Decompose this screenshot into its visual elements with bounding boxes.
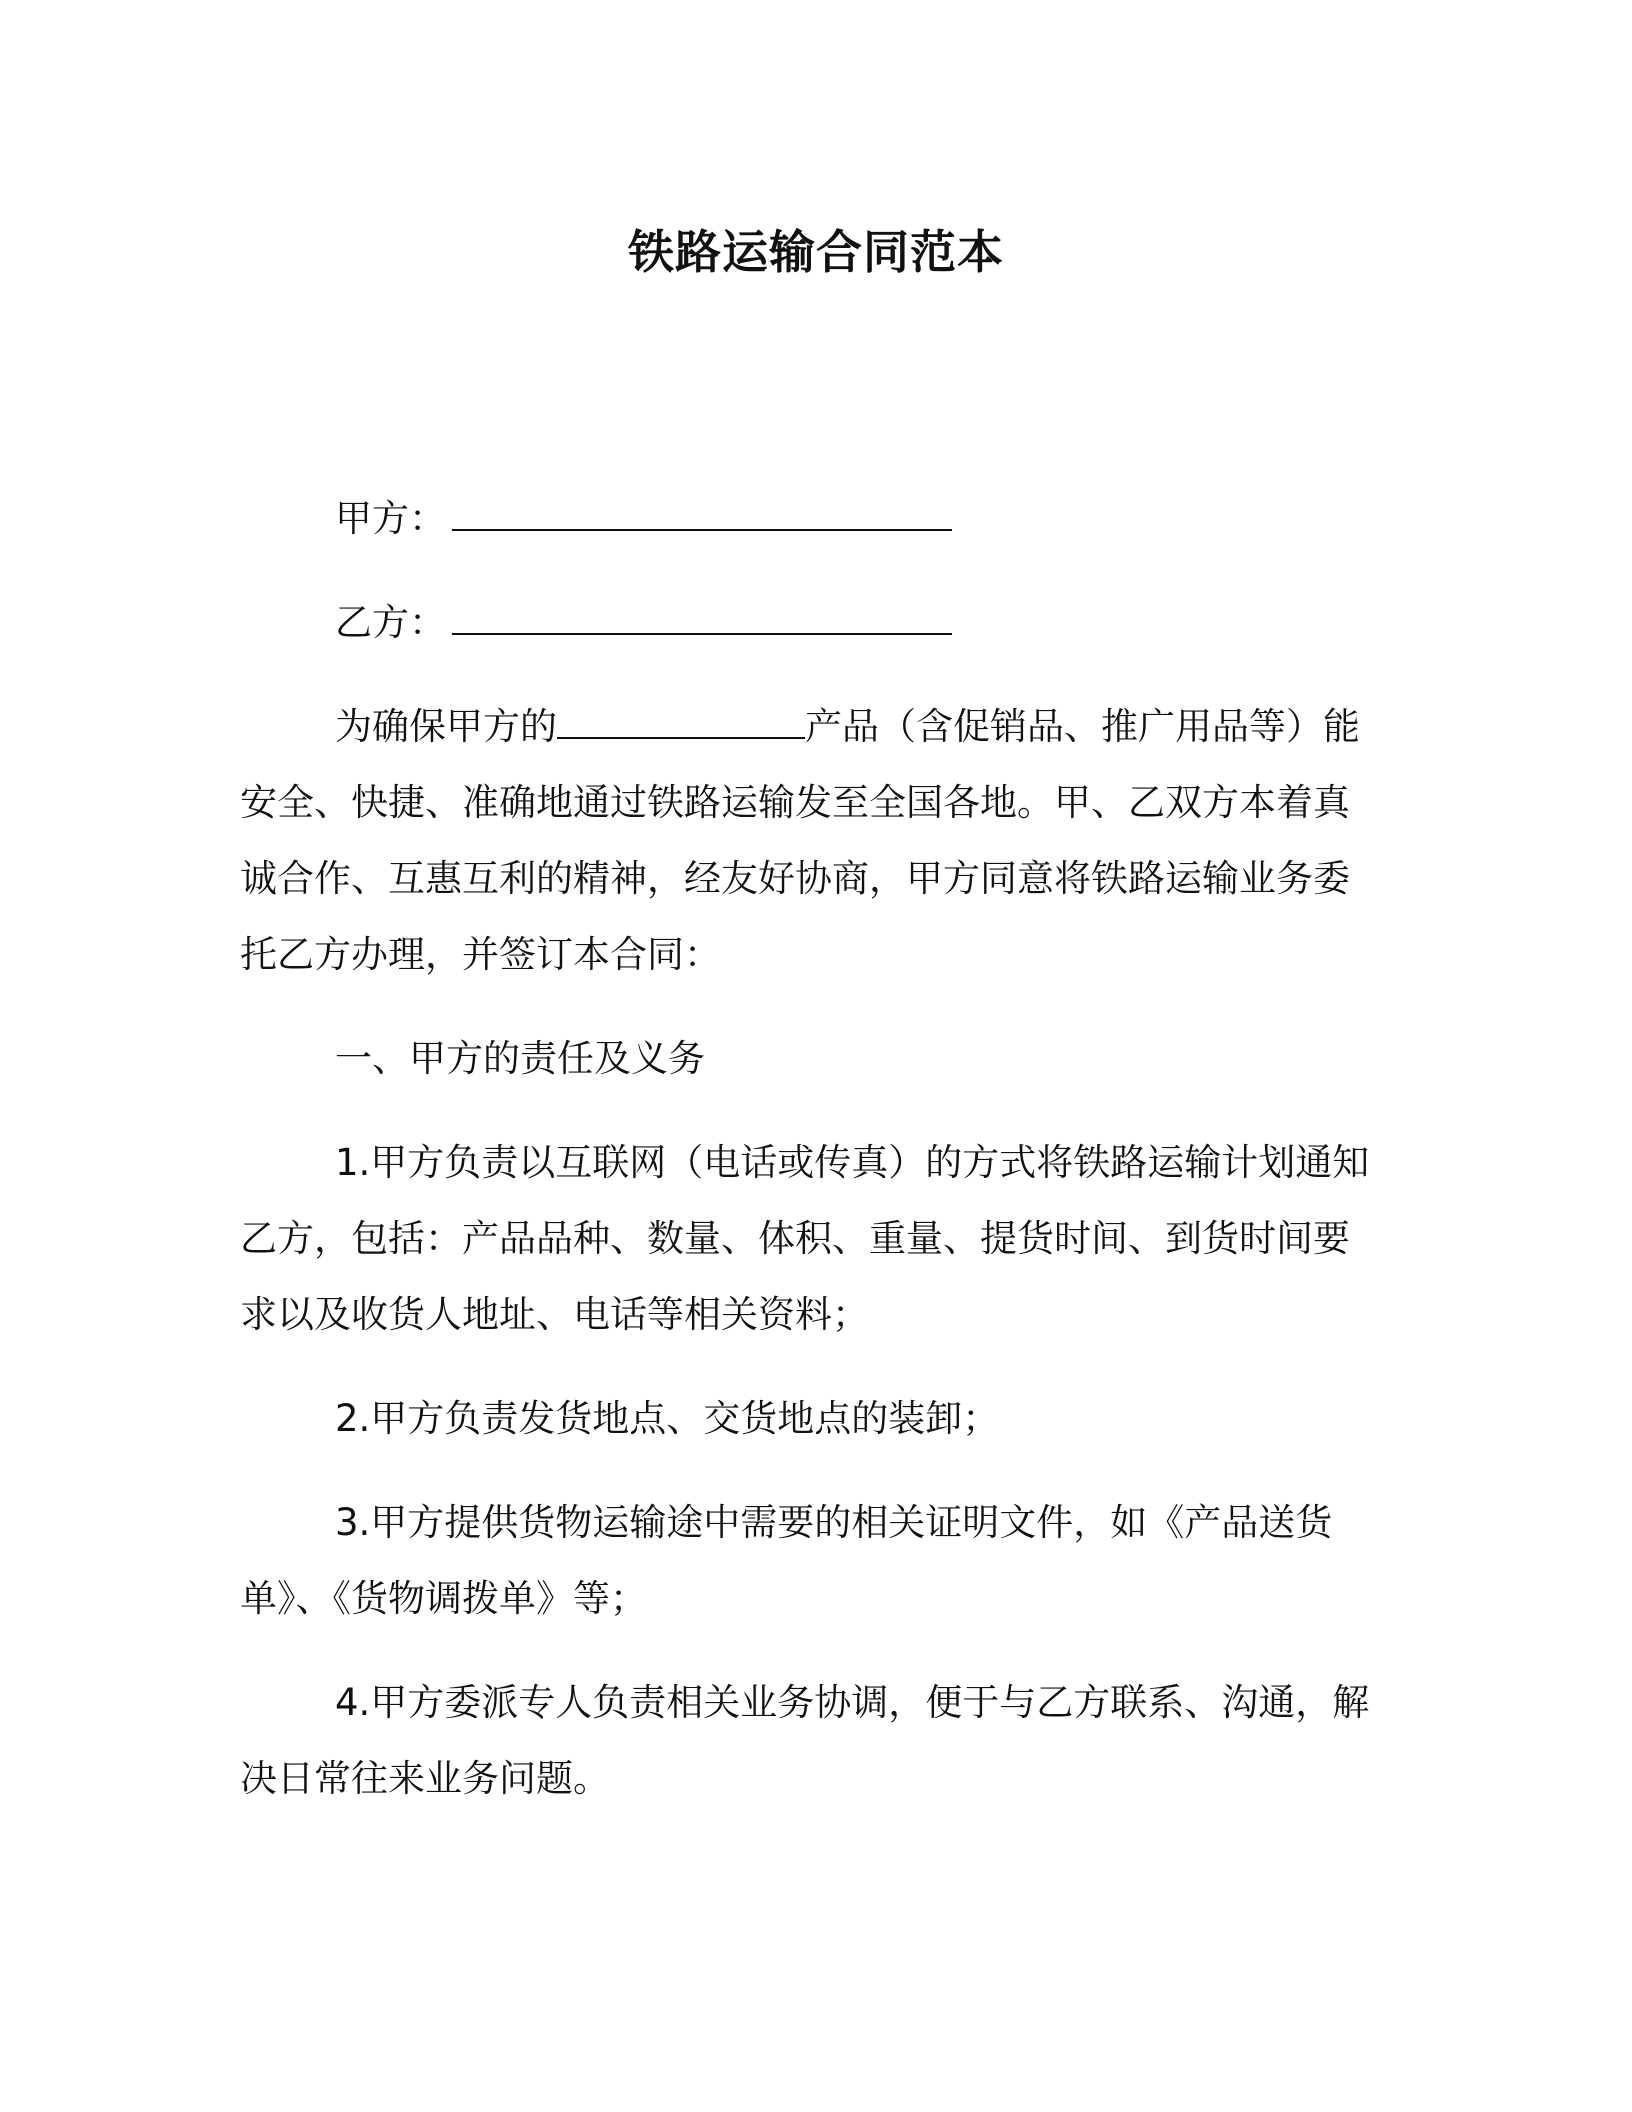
item-1-line-3: 求以及收货人地址、电话等相关资料； <box>240 1293 869 1336</box>
item-4-line-2: 决日常往来业务问题。 <box>240 1757 610 1800</box>
party-a-row <box>335 494 952 544</box>
item-1-line-1: 1.甲方负责以互联网（电话或传真）的方式将铁路运输计划通知 <box>335 1141 1370 1184</box>
party-a-blank <box>452 499 952 531</box>
party-b-blank <box>452 603 952 635</box>
item-3-line-1: 3.甲方提供货物运输途中需要的相关证明文件，如《产品送货 <box>335 1501 1333 1544</box>
party-b-label: 乙方： <box>335 601 446 644</box>
intro-line-1-prefix: 为确保甲方的 <box>335 705 557 748</box>
party-b-row <box>335 598 952 648</box>
party-a-label: 甲方： <box>335 497 446 540</box>
intro-line-1 <box>335 702 1360 752</box>
product-blank <box>557 707 805 739</box>
intro-line-2: 安全、快捷、准确地通过铁路运输发至全国各地。甲、乙双方本着真 <box>240 781 1350 824</box>
intro-line-1-suffix: 产品（含促销品、推广用品等）能 <box>805 705 1360 748</box>
item-2-line-1: 2.甲方负责发货地点、交货地点的装卸； <box>335 1397 1000 1440</box>
intro-line-4: 托乙方办理，并签订本合同： <box>240 933 721 976</box>
item-3-line-2: 单》、《货物调拨单》等； <box>240 1577 647 1620</box>
item-1-line-2: 乙方，包括：产品品种、数量、体积、重量、提货时间、到货时间要 <box>240 1217 1350 1260</box>
page-title: 铁路运输合同范本 <box>628 225 1004 279</box>
item-4-line-1: 4.甲方委派专人负责相关业务协调，便于与乙方联系、沟通，解 <box>335 1681 1370 1724</box>
intro-line-3: 诚合作、互惠互利的精神，经友好协商，甲方同意将铁路运输业务委 <box>240 857 1350 900</box>
section-heading: 一、甲方的责任及义务 <box>335 1037 705 1080</box>
